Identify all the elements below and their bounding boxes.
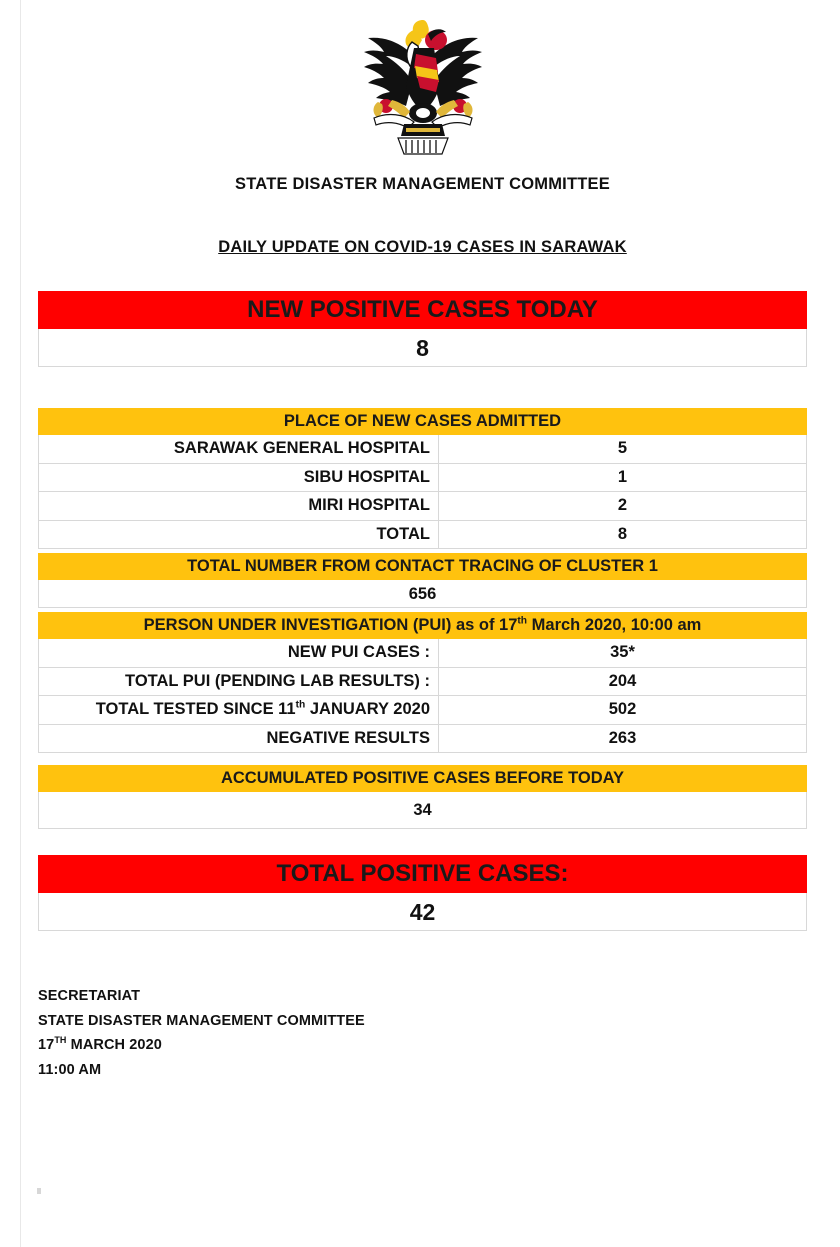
pui-header-prefix: PERSON UNDER INVESTIGATION (PUI) as of 17 <box>143 616 518 634</box>
table-row <box>38 435 807 464</box>
accumulated-cases-block <box>38 765 807 829</box>
accumulated-cases-header: ACCUMULATED POSITIVE CASES BEFORE TODAY <box>38 765 807 792</box>
emblem-container <box>38 14 807 156</box>
row-label: MIRI HOSPITAL <box>39 492 439 520</box>
pui-header <box>38 612 807 639</box>
table-row-total <box>38 521 807 550</box>
footer-line-committee: STATE DISASTER MANAGEMENT COMMITTEE <box>38 1012 365 1029</box>
row-value: 5 <box>617 439 628 457</box>
sarawak-coat-of-arms-icon <box>348 14 498 156</box>
row-label-ordinal: th <box>295 699 306 711</box>
footer-line-date <box>38 1033 638 1058</box>
contact-tracing-value: 656 <box>38 580 807 608</box>
footer-line-secretariat: SECRETARIAT <box>38 988 141 1004</box>
new-positive-cases-block <box>38 291 807 367</box>
accumulated-cases-value: 34 <box>38 792 807 829</box>
row-label: NEGATIVE RESULTS <box>39 725 439 753</box>
footer-signature-block <box>38 984 638 1082</box>
table-row <box>38 668 807 697</box>
row-label: SARAWAK GENERAL HOSPITAL <box>39 435 439 463</box>
page-subtitle <box>38 238 807 257</box>
new-positive-cases-value: 8 <box>38 329 807 367</box>
place-of-new-cases-header: PLACE OF NEW CASES ADMITTED <box>38 408 807 435</box>
row-label: SIBU HOSPITAL <box>39 464 439 492</box>
table-row <box>38 696 807 725</box>
new-positive-cases-header: NEW POSITIVE CASES TODAY <box>38 291 807 329</box>
pui-header-suffix: March 2020, 10:00 am <box>527 616 702 634</box>
row-value: 35* <box>610 643 635 661</box>
page-subtitle-text: DAILY UPDATE ON COVID-19 CASES IN SARAWAK <box>218 238 627 256</box>
total-positive-cases-header: TOTAL POSITIVE CASES: <box>38 855 807 893</box>
row-value: 204 <box>608 671 637 690</box>
contact-tracing-header: TOTAL NUMBER FROM CONTACT TRACING OF CLUSTER 1 <box>38 553 807 580</box>
row-label: NEW PUI CASES : <box>39 639 439 667</box>
row-value: 2 <box>617 496 628 514</box>
row-label <box>39 696 439 724</box>
table-row <box>38 492 807 521</box>
place-of-new-cases-block <box>38 408 807 549</box>
row-label-suffix: JANUARY 2020 <box>305 700 430 718</box>
table-row <box>38 725 807 754</box>
table-row <box>38 639 807 668</box>
row-label-prefix: TOTAL TESTED SINCE 11 <box>95 700 296 718</box>
footer-date-ordinal: TH <box>54 1035 67 1046</box>
total-positive-cases-value: 42 <box>38 893 807 931</box>
page-edge-line <box>20 0 21 1247</box>
pui-header-ordinal: th <box>517 615 528 627</box>
page-title: STATE DISASTER MANAGEMENT COMMITTEE <box>235 175 610 193</box>
footer-date-suffix: MARCH 2020 <box>66 1037 162 1053</box>
row-value: 8 <box>617 524 628 543</box>
row-label: TOTAL <box>39 521 439 549</box>
footer-line-time: 11:00 AM <box>38 1061 102 1078</box>
total-positive-cases-block <box>38 855 807 931</box>
scan-artifact-speck <box>37 1188 41 1194</box>
pui-block <box>38 612 807 753</box>
row-value: 1 <box>617 467 628 486</box>
contact-tracing-block <box>38 553 807 608</box>
row-label: TOTAL PUI (PENDING LAB RESULTS) : <box>39 668 439 696</box>
row-value: 502 <box>608 700 637 718</box>
footer-date-prefix: 17 <box>38 1037 55 1053</box>
row-value: 263 <box>608 728 637 747</box>
table-row <box>38 464 807 493</box>
